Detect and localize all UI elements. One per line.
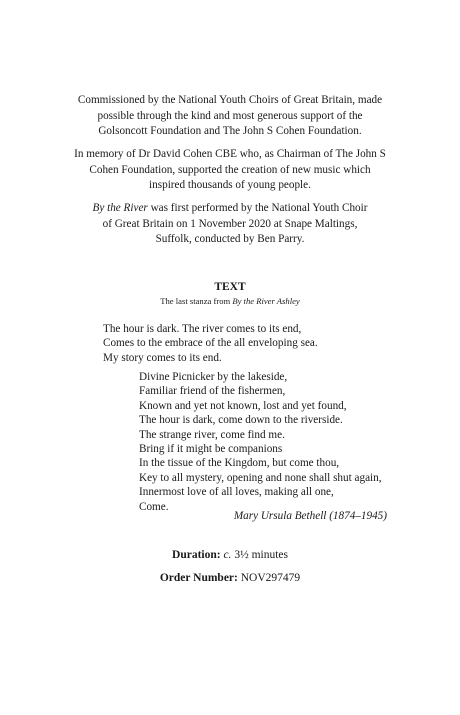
subtitle-prefix: The last stanza from [160, 296, 233, 306]
work-title: By the River [92, 202, 148, 214]
order-number-line [0, 572, 460, 584]
poem-line: Key to all mystery, opening and none shall shut again, [139, 471, 382, 484]
memory-line: In memory of Dr David Cohen CBE who, as Chairman of The John S [74, 148, 386, 160]
poem-attribution: Mary Ursula Bethell (1874–1945) [233, 510, 387, 522]
poem-line: The strange river, come find me. [139, 428, 285, 441]
commission-line: Golsoncott Foundation and The John S Cohen Foundation. [98, 125, 362, 137]
premiere-paragraph [0, 201, 460, 248]
premiere-line [0, 201, 460, 217]
poem-line: The hour is dark. The river comes to its end, [103, 323, 302, 335]
poem-line: My story comes to its end. [103, 351, 222, 364]
poem-line: Bring if it might be companions [139, 443, 283, 456]
stanza-2 [139, 370, 382, 514]
order-label: Order Number: [159, 572, 238, 584]
duration-line [0, 549, 460, 561]
poem-line: Innermost love of all loves, making all one, [139, 486, 334, 499]
memory-paragraph [0, 147, 460, 194]
poem-title: By the River Ashley [232, 296, 300, 306]
poem-line: Comes to the embrace of the all enveloping sea. [103, 337, 318, 350]
commission-paragraph [0, 93, 460, 140]
text-subtitle [0, 296, 460, 306]
poem-line: Divine Picnicker by the lakeside, [139, 371, 288, 383]
stanza-1 [103, 322, 318, 365]
poem-line: Known and yet not known, lost and yet found, [139, 399, 347, 412]
commission-line: Commissioned by the National Youth Choirs of Great Britain, made [77, 94, 383, 106]
duration-value: 3½ minutes [231, 549, 288, 561]
commission-line: possible through the kind and most generous support of the [97, 109, 363, 122]
memory-line: inspired thousands of young people. [149, 179, 311, 191]
premiere-line-rest: was first performed by the National Youth Choir [147, 202, 368, 214]
poem-line: In the tissue of the Kingdom, but come thou, [139, 457, 340, 470]
poem-line: The hour is dark, come down to the riverside. [139, 414, 343, 427]
order-value: NOV297479 [237, 572, 301, 584]
poem-line: Familiar friend of the fishermen, [139, 385, 286, 398]
duration-label: Duration: [172, 549, 221, 561]
premiere-line: Suffolk, conducted by Ben Parry. [155, 233, 305, 245]
text-heading: TEXT [214, 281, 246, 293]
premiere-line: of Great Britain on 1 November 2020 at Snape Maltings, [102, 217, 358, 230]
duration-circa: c. [223, 549, 232, 561]
poem-line: Come. [139, 500, 169, 513]
memory-line: Cohen Foundation, supported the creation of new music which [89, 163, 371, 176]
